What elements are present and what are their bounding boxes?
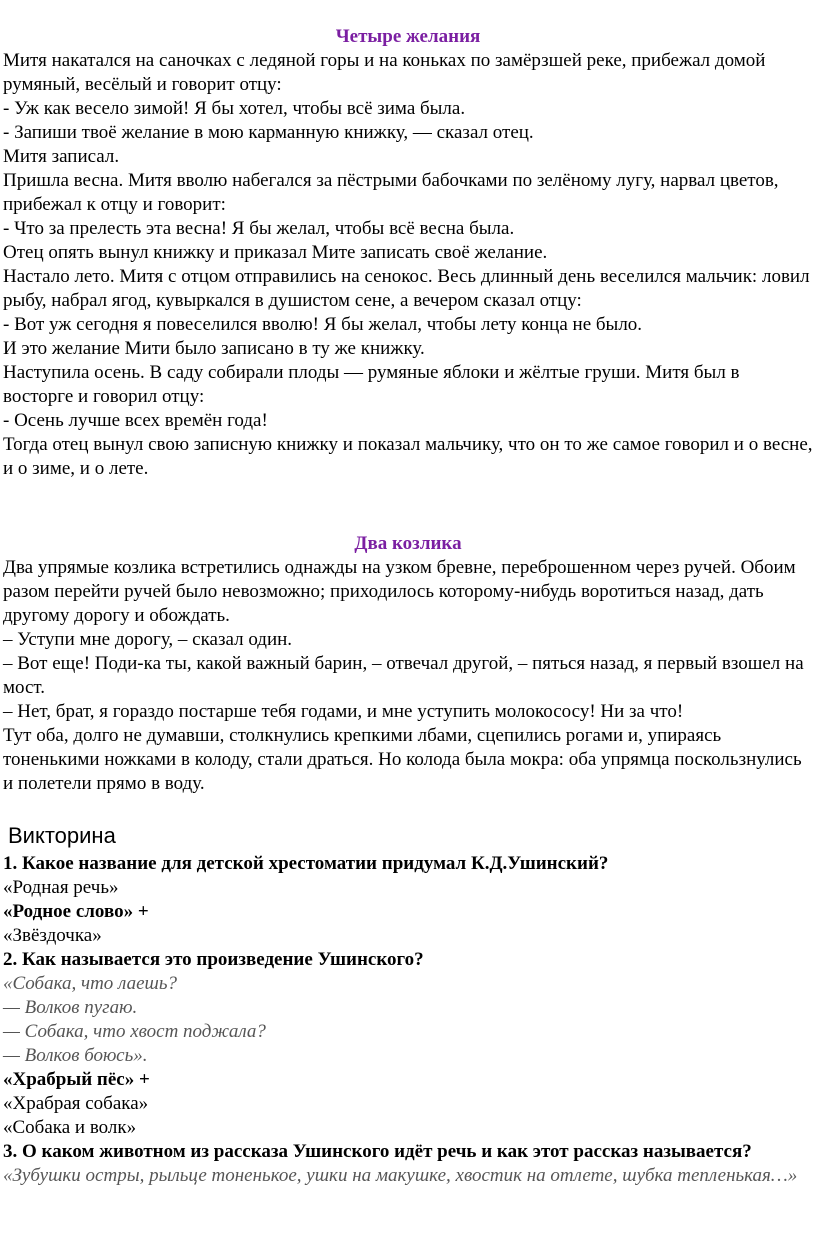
paragraph: Два упрямые козлика встретились однажды на узком бревне, переброшенном через ручей. Обоим разом перейти ручей было невозможно; приходилось которому-нибудь воротиться назад, дать другому дорогу и обождать. [3,557,796,626]
paragraph: Настало лето. Митя с отцом отправились на сенокос. Весь длинный день веселился мальчик: ловил рыбу, набрал ягод, кувыркался в душистом сене, а вечером сказал отцу: [3,266,810,311]
quiz-quote-line: «Собака, что лаешь? [3,973,177,994]
story-title-two-goats: Два козлика [354,533,462,554]
quiz-quote-line: — Волков боюсь». [3,1045,148,1066]
paragraph: Тогда отец вынул свою записную книжку и показал мальчику, что он то же самое говорил и о весне, и о зиме, и о лете. [3,434,813,479]
paragraph: - Уж как весело зимой! Я бы хотел, чтобы всё зима была. [3,98,466,119]
quiz-quote-line: — Собака, что хвост поджала? [3,1021,266,1042]
quiz-quote: «Зубушки остры, рыльце тоненькое, ушки на макушке, хвостик на отлете, шубка тепленькая…» [3,1165,798,1186]
quiz-option: «Храбрая собака» [3,1093,149,1114]
quiz-option-correct: «Храбрый пёс» + [3,1069,150,1090]
quiz-heading: Викторина [8,823,116,848]
quiz-question-2: 2. Как называется это произведение Ушинского? [3,949,424,970]
paragraph: Пришла весна. Митя вволю набегался за пёстрыми бабочками по зелёному лугу, нарвал цветов, прибежал к отцу и говорит: [3,170,779,215]
story-title-four-wishes: Четыре желания [335,26,481,47]
quiz-option-correct: «Родное слово» + [3,901,149,922]
quiz-option: «Собака и волк» [3,1117,137,1138]
paragraph: Отец опять вынул книжку и приказал Мите записать своё желание. [3,242,548,263]
quiz-section [3,852,813,1188]
quiz-option: «Звёздочка» [3,925,102,946]
paragraph: Наступила осень. В саду собирали плоды — румяные яблоки и жёлтые груши. Митя был в восторге и говорил отцу: [3,362,740,407]
paragraph: Митя накатался на саночках с ледяной горы и на коньках по замёрзшей реке, прибежал домой румяный, весёлый и говорит отцу: [3,50,766,95]
quiz-quote-line: — Волков пугаю. [3,997,138,1018]
quiz-question-3: 3. О каком животном из рассказа Ушинского идёт речь и как этот рассказ называется? [3,1141,752,1162]
story-body-four-wishes [3,49,813,481]
paragraph: - Что за прелесть эта весна! Я бы желал, чтобы всё весна была. [3,218,515,239]
paragraph: Митя записал. [3,146,120,167]
paragraph: - Вот уж сегодня я повеселился вволю! Я бы желал, чтобы лету конца не было. [3,314,643,335]
paragraph: - Осень лучше всех времён года! [3,410,268,431]
paragraph: – Вот еще! Поди-ка ты, какой важный барин, – отвечал другой, – пяться назад, я первый взошел на мост. [3,653,804,698]
paragraph: – Уступи мне дорогу, – сказал один. [3,629,293,650]
paragraph: - Запиши твоё желание в мою карманную книжку, — сказал отец. [3,122,534,143]
paragraph: Тут оба, долго не думавши, столкнулись крепкими лбами, сцепились рогами и, упираясь тоненькими ножками в колоду, стали драться. Но колода была мокра: оба упрямца поскользнулись и полетели прямо в воду. [3,725,802,794]
paragraph: – Нет, брат, я гораздо постарше тебя годами, и мне уступить молокососу! Ни за что! [3,701,684,722]
quiz-option: «Родная речь» [3,877,119,898]
quiz-question-1: 1. Какое название для детской хрестоматии придумал К.Д.Ушинский? [3,853,609,874]
paragraph: И это желание Мити было записано в ту же книжку. [3,338,425,359]
story-body-two-goats [3,556,813,796]
